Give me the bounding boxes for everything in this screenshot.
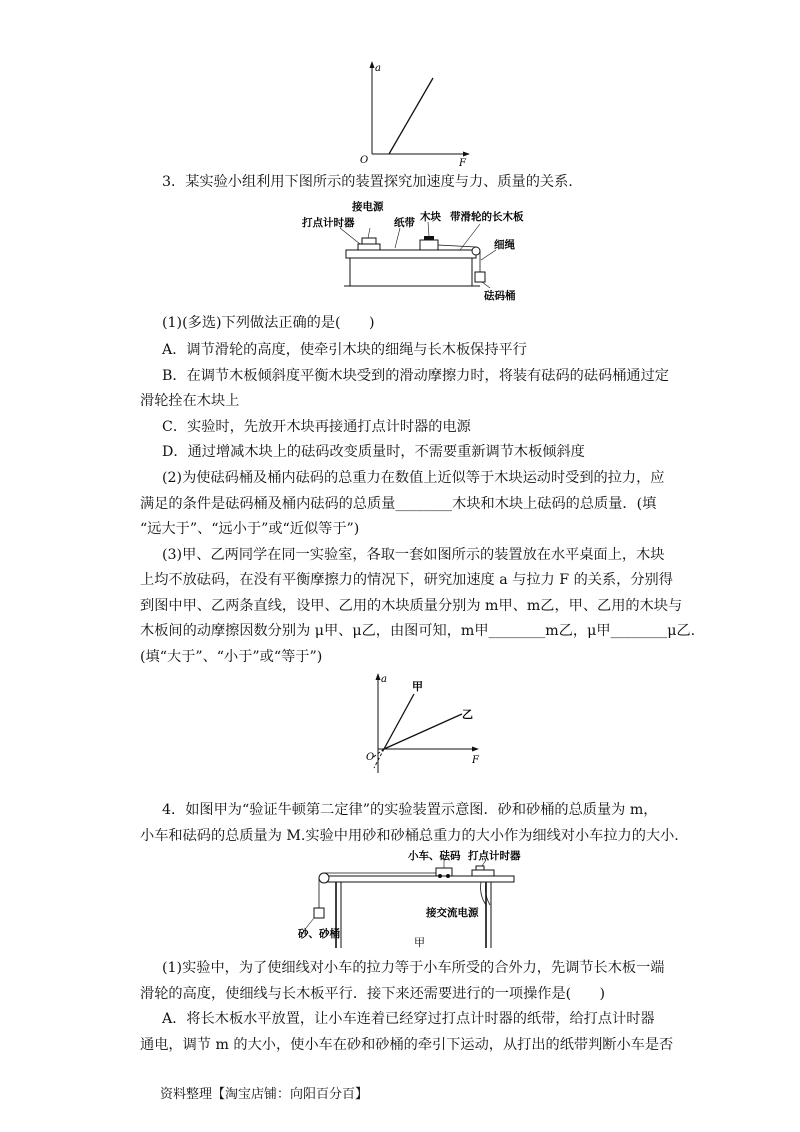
q3-p3-line2: 上均不放砝码，在没有平衡摩擦力的情况下，研究加速度 a 与拉力 F 的关系，分别得 xyxy=(140,572,673,588)
graph-a-f-2 xyxy=(362,668,487,780)
q3-p1-option-a: A．调节滑轮的高度，使牵引木块的细绳与长木板保持平行 xyxy=(162,342,527,358)
q4-p1-line1: (1)实验中，为了使细线对小车的拉力等于小车所受的合外力，先调节长木板一端 xyxy=(162,960,665,976)
q4-stem-line2: 小车和砝码的总质量为 M.实验中用砂和砂桶总重力的大小作为细线对小车拉力的大小. xyxy=(140,828,679,844)
q3-p1-option-d: D．通过增减木块上的砝码改变质量时，不需要重新调节木板倾斜度 xyxy=(162,444,585,460)
q4-p1-option-a-line1: A．将长木板水平放置，让小车连着已经穿过打点计时器的纸带，给打点计时器 xyxy=(162,1011,655,1027)
origin-label: O xyxy=(366,752,375,763)
label-timer: 打点计时器 xyxy=(302,217,355,229)
graph-a-f-1 xyxy=(355,58,475,170)
x-axis-label: F xyxy=(459,158,466,169)
y-axis-label: a xyxy=(381,674,387,685)
figure-caption: 甲 xyxy=(414,936,425,949)
label-power: 接电源 xyxy=(352,201,384,213)
q4-p1-line2: 滑轮的高度，使细线与长木板平行．接下来还需要进行的一项操作是( ) xyxy=(140,986,606,1002)
q3-p1-option-b-line2: 滑轮拴在木块上 xyxy=(140,393,240,409)
q3-p3-line3: 到图中甲、乙两条直线，设甲、乙用的木块质量分别为 m甲、m乙，甲、乙用的木块与 xyxy=(140,598,683,614)
q4-stem-line1: 4．如图甲为“验证牛顿第二定律”的实验装置示意图．砂和砂桶的总质量为 m， xyxy=(162,802,658,818)
q3-p1-option-c: C．实验时，先放开木块再接通打点计时器的电源 xyxy=(162,419,471,435)
origin-label: O xyxy=(360,155,369,166)
q3-p3-line5: (填“大于”、“小于”或“等于”) xyxy=(140,649,323,665)
line-label-yi: 乙 xyxy=(462,708,473,721)
label-bucket: 砝码桶 xyxy=(484,290,516,302)
line-label-jia: 甲 xyxy=(412,680,423,693)
apparatus-diagram-q3 xyxy=(300,198,570,306)
q3-p2-line3: “远大于”、“远小于”或“近似等于”) xyxy=(140,521,360,537)
q3-p1-stem: (1)(多选)下列做法正确的是( ) xyxy=(162,315,375,331)
apparatus-diagram-q4 xyxy=(296,850,521,952)
label-block: 木块 xyxy=(420,211,441,223)
x-axis-label: F xyxy=(472,755,479,766)
label-string: 细绳 xyxy=(494,239,515,251)
page-footer: 资料整理【淘宝店铺：向阳百分百】 xyxy=(160,1087,369,1102)
q4-p1-option-a-line2: 通电，调节 m 的大小，使小车在砂和砂桶的牵引下运动，从打出的纸带判断小车是否 xyxy=(140,1037,674,1053)
q3-stem: 3．某实验小组利用下图所示的装置探究加速度与力、质量的关系. xyxy=(162,174,573,190)
q3-p3-line1: (3)甲、乙两同学在同一实验室，各取一套如图所示的装置放在水平桌面上，木块 xyxy=(162,547,665,563)
label-tape: 纸带 xyxy=(394,217,415,229)
label-sand: 砂、砂桶 xyxy=(298,928,340,940)
y-axis-label: a xyxy=(375,63,381,74)
label-cart: 小车、砝码 xyxy=(408,850,461,862)
q3-p2-line1: (2)为使砝码桶及桶内砝码的总重力在数值上近似等于木块运动时受到的拉力，应 xyxy=(162,470,665,486)
label-board: 带滑轮的长木板 xyxy=(450,211,524,223)
label-timer: 打点计时器 xyxy=(468,850,521,862)
q3-p3-line4: 木板间的动摩擦因数分别为 μ甲、μ乙，由图可知，m甲________m乙，μ甲________μ乙. xyxy=(140,623,696,639)
q3-p1-option-b-line1: B．在调节木板倾斜度平衡木块受到的滑动摩擦力时，将装有砝码的砝码桶通过定 xyxy=(162,368,669,384)
label-power: 接交流电源 xyxy=(426,907,479,919)
q3-p2-line2: 满足的条件是砝码桶及桶内砝码的总质量________木块和木块上砝码的总质量．(填 xyxy=(140,496,657,512)
